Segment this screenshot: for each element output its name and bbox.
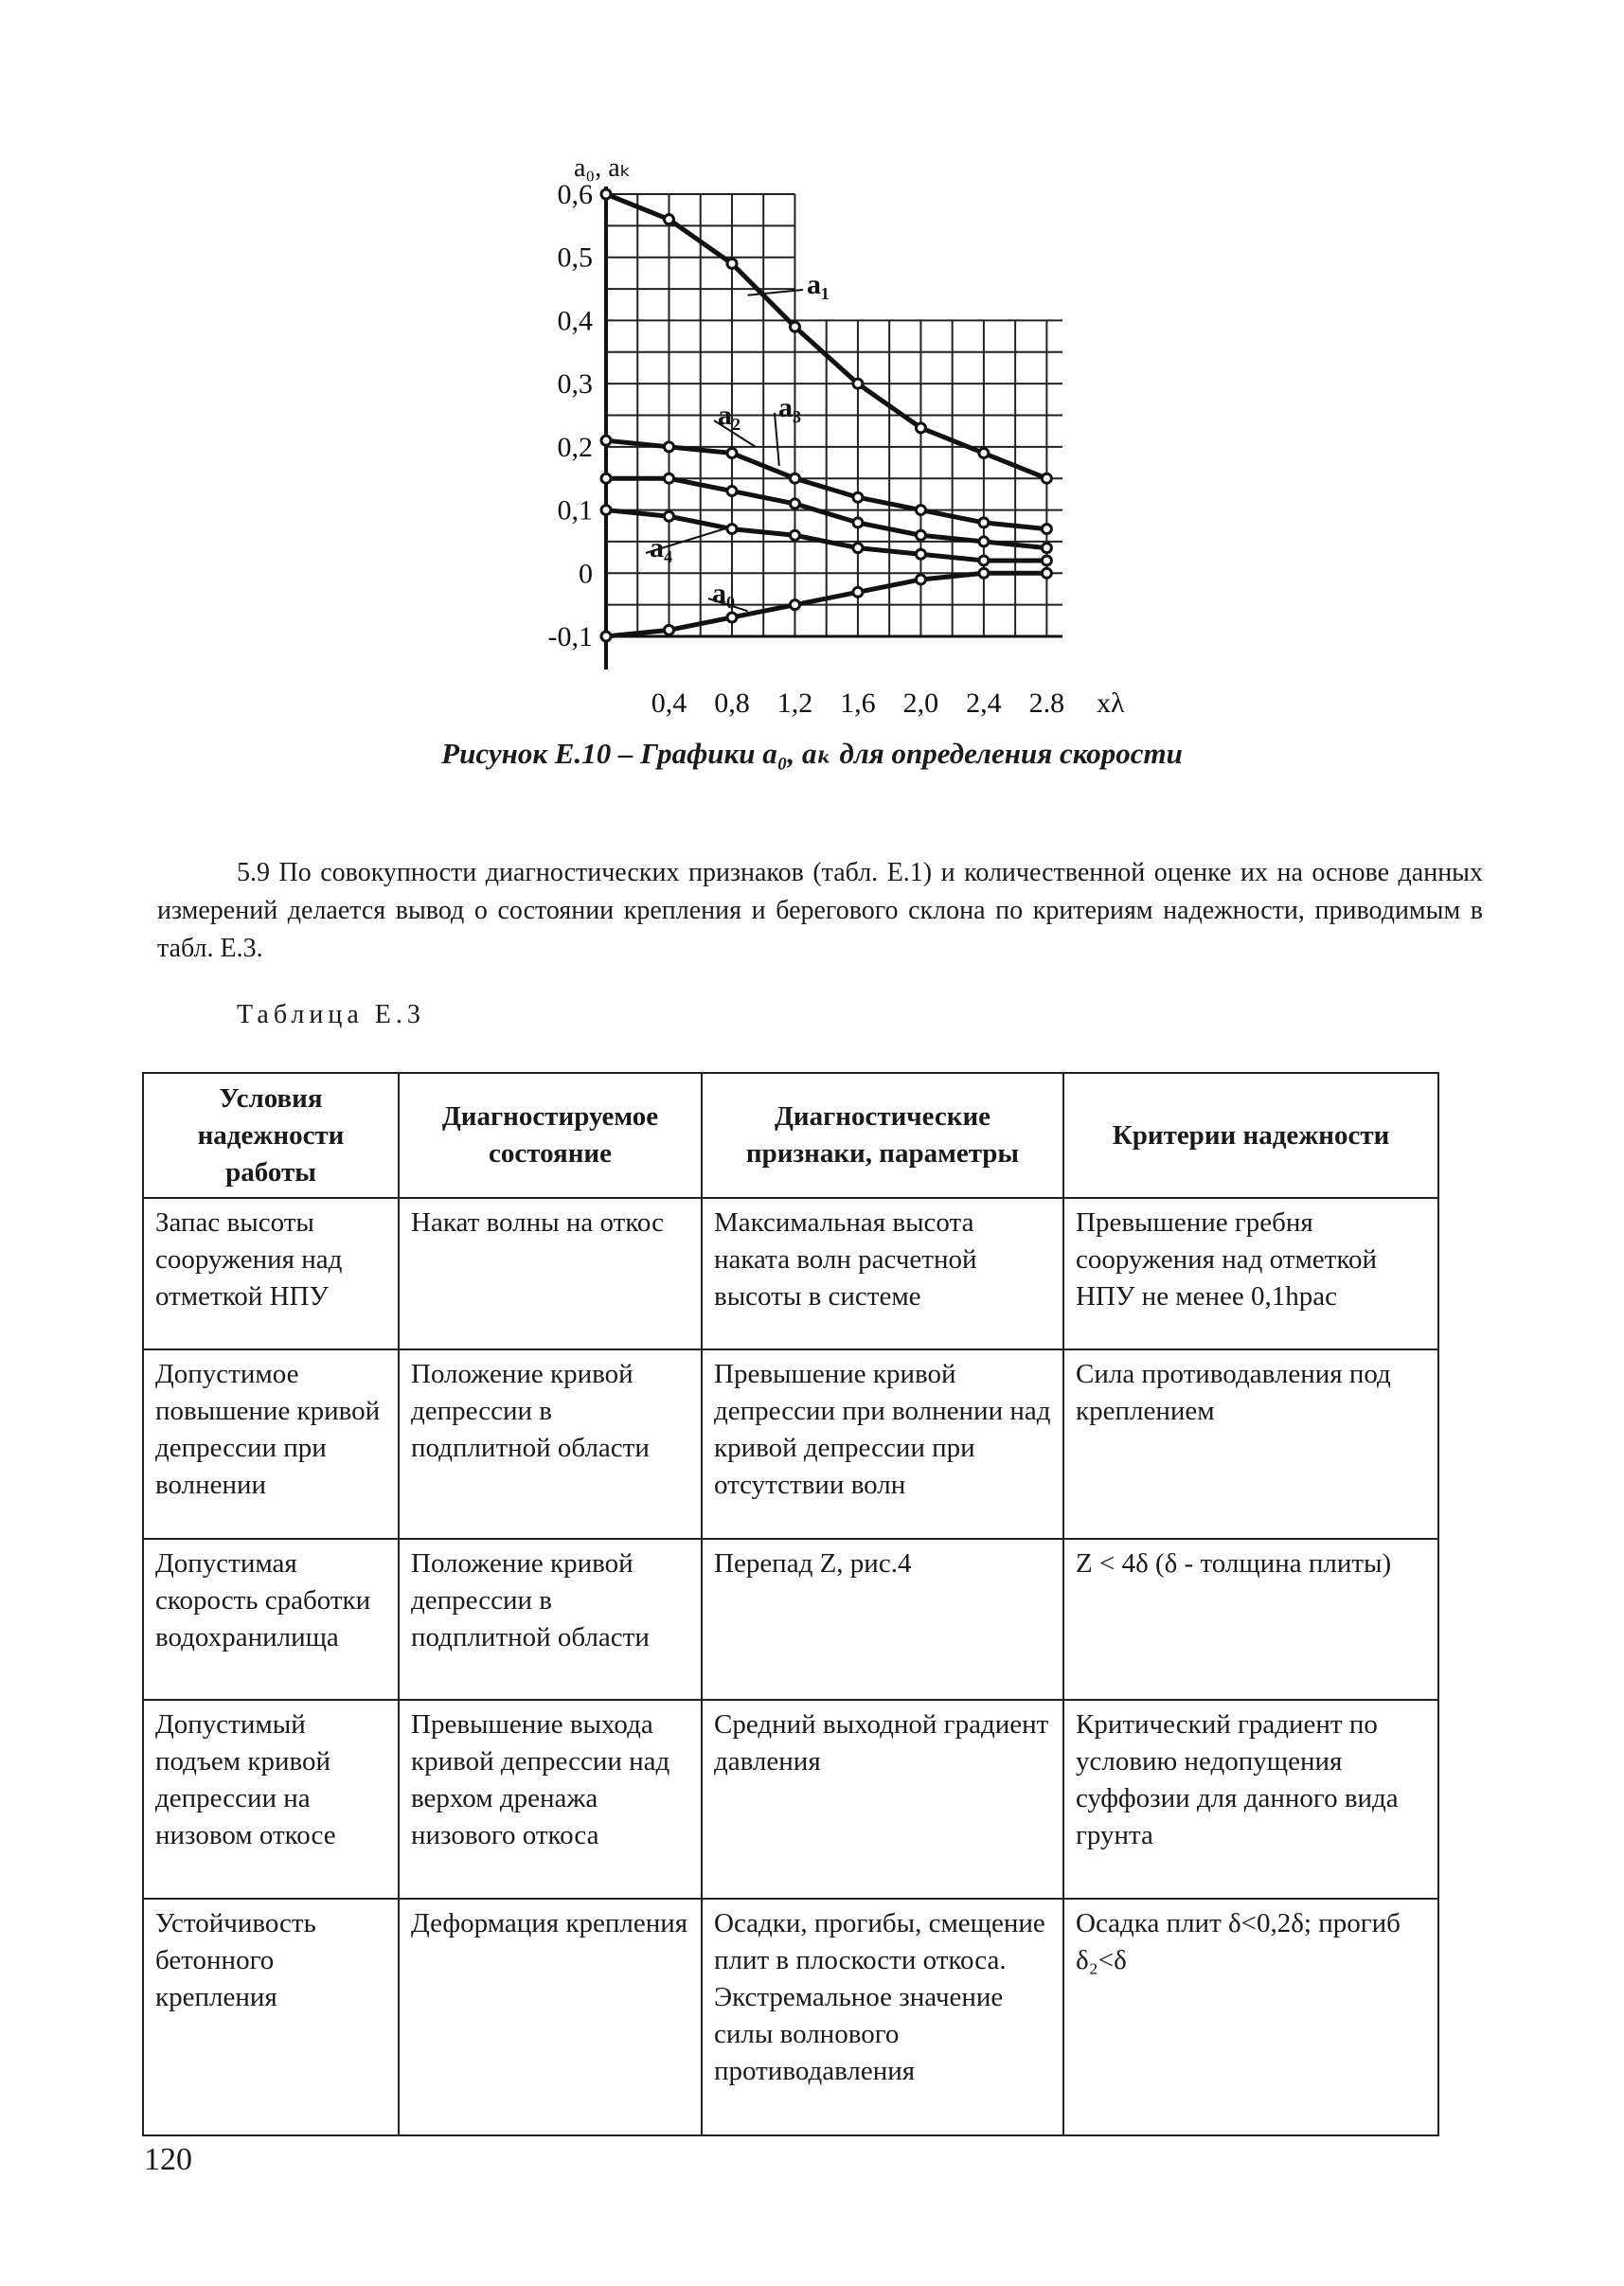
data-point xyxy=(1042,525,1051,534)
data-point xyxy=(727,613,737,622)
table-row xyxy=(143,1349,1438,1539)
table-cell: Перепад Z, рис.4 xyxy=(702,1539,1063,1700)
table-cell: Допустимая скорость сработки водохранилища xyxy=(143,1539,399,1700)
x-tick-label: 0,8 xyxy=(714,688,750,719)
data-point xyxy=(1042,544,1051,553)
curve-label: a₁ xyxy=(807,269,830,300)
table-cell: Положение кривой депрессии в подплитной области xyxy=(399,1349,702,1539)
table-row xyxy=(143,1539,1438,1700)
data-point xyxy=(916,530,925,540)
table-cell: Допустимый подъем кривой депрессии на низовом откосе xyxy=(143,1700,399,1899)
x-axis-label: xλ xyxy=(1097,688,1125,719)
data-point xyxy=(979,537,989,546)
y-tick-label: 0,3 xyxy=(557,368,593,401)
data-point xyxy=(790,600,799,610)
figure-chart xyxy=(0,0,1624,729)
table-cell: Z < 4δ (δ - толщина плиты) xyxy=(1063,1539,1438,1700)
data-point xyxy=(853,379,863,388)
data-point xyxy=(664,473,673,483)
table-cell: Деформация крепления xyxy=(399,1899,702,2135)
table-cell: Устойчивость бетонного крепления xyxy=(143,1899,399,2135)
curve-label: a₀ xyxy=(712,578,735,609)
curve-label: a₂ xyxy=(718,400,741,431)
x-tick-label: 2.8 xyxy=(1028,688,1065,719)
data-point xyxy=(601,473,611,483)
table-row xyxy=(143,1700,1438,1899)
data-point xyxy=(664,625,673,634)
data-point xyxy=(853,492,863,502)
y-tick-label: 0,2 xyxy=(557,431,593,463)
table-cell: Положение кривой депрессии в подплитной области xyxy=(399,1539,702,1700)
data-point xyxy=(727,259,737,268)
header-diagnosed-state: Диагностируемое состояние xyxy=(399,1073,702,1198)
data-point xyxy=(664,511,673,521)
table-title: Таблица Е.3 xyxy=(237,1000,425,1029)
data-point xyxy=(727,525,737,534)
table-row xyxy=(143,1899,1438,2135)
y-tick-label: 0,1 xyxy=(557,494,593,527)
y-tick-label: 0 xyxy=(579,558,593,590)
table-cell: Превышение гребня сооружения над отметкой НПУ не менее 0,1hрас xyxy=(1063,1198,1438,1349)
curve-label: a₄ xyxy=(650,532,672,563)
data-point xyxy=(979,556,989,565)
data-point xyxy=(853,544,863,553)
table-cell: Критический градиент по условию недопущения суффозии для данного вида грунта xyxy=(1063,1700,1438,1899)
data-point xyxy=(979,449,989,458)
data-point xyxy=(979,518,989,527)
data-point xyxy=(727,487,737,496)
table-cell: Средний выходной градиент давления xyxy=(702,1700,1063,1899)
x-tick-label: 1,6 xyxy=(840,688,876,719)
x-tick-label: 1,2 xyxy=(776,688,813,719)
data-point xyxy=(916,549,925,559)
table-cell: Превышение выхода кривой депрессии над верхом дренажа низового откоса xyxy=(399,1700,702,1899)
data-point xyxy=(916,575,925,584)
data-point xyxy=(790,499,799,509)
table-cell: Осадки, прогибы, смещение плит в плоскости откоса. Экстремальное значение силы волнового противодавления xyxy=(702,1899,1063,2135)
figure-caption: Рисунок Е.10 – Графики a₀, aₖ для определения скорости xyxy=(441,737,1183,770)
data-point xyxy=(664,215,673,224)
table-header-row xyxy=(143,1073,1438,1198)
x-tick-label: 2,4 xyxy=(966,688,1002,719)
data-point xyxy=(1042,473,1051,483)
data-point xyxy=(727,449,737,458)
table-cell: Допустимое повышение кривой депрессии при волнении xyxy=(143,1349,399,1539)
data-point xyxy=(916,423,925,433)
header-criteria: Критерии надежности xyxy=(1063,1073,1438,1198)
y-axis-label: a₀, aₖ xyxy=(574,153,632,183)
table-cell: Накат волны на откос xyxy=(399,1198,702,1349)
data-point xyxy=(664,442,673,452)
header-conditions: Условия надежности работы xyxy=(143,1073,399,1198)
y-tick-label: 0,6 xyxy=(557,179,593,210)
header-diagnostic-signs: Диагностические признаки, параметры xyxy=(702,1073,1063,1198)
criteria-table xyxy=(142,1072,1439,2136)
data-point xyxy=(790,530,799,540)
data-point xyxy=(601,632,611,641)
data-point xyxy=(1042,568,1051,578)
data-point xyxy=(790,473,799,483)
curve-label: a₃ xyxy=(778,392,801,423)
data-point xyxy=(853,587,863,597)
y-tick-label: 0,5 xyxy=(557,241,593,274)
table-row xyxy=(143,1198,1438,1349)
table-cell: Максимальная высота наката волн расчетной высоты в системе xyxy=(702,1198,1063,1349)
x-tick-label: 2,0 xyxy=(902,688,939,719)
data-point xyxy=(601,506,611,515)
page-number: 120 xyxy=(144,2142,192,2177)
paragraph-5-9: 5.9 По совокупности диагностических признаков (табл. Е.1) и количественной оценке их на основе данных измерений делается вывод о состоянии крепления и берегового склона по критериям надежности, приводимым в табл. Е.3. xyxy=(157,858,1483,963)
table-cell: Осадка плит δ<0,2δ; прогиб δ₂<δ xyxy=(1063,1899,1438,2135)
data-point xyxy=(1042,556,1051,565)
chart-grid xyxy=(606,194,1062,636)
y-tick-label: -0,1 xyxy=(547,621,593,652)
table-cell: Превышение кривой депрессии при волнении над кривой депрессии при отсутствии волн xyxy=(702,1349,1063,1539)
x-tick-label: 0,4 xyxy=(651,688,687,719)
y-tick-label: 0,4 xyxy=(557,305,593,337)
data-point xyxy=(601,436,611,445)
data-point xyxy=(601,189,611,199)
data-point xyxy=(790,322,799,331)
data-point xyxy=(853,518,863,527)
data-point xyxy=(979,568,989,578)
table-cell: Запас высоты сооружения над отметкой НПУ xyxy=(143,1198,399,1349)
table-cell: Сила противодавления под креплением xyxy=(1063,1349,1438,1539)
data-point xyxy=(916,506,925,515)
